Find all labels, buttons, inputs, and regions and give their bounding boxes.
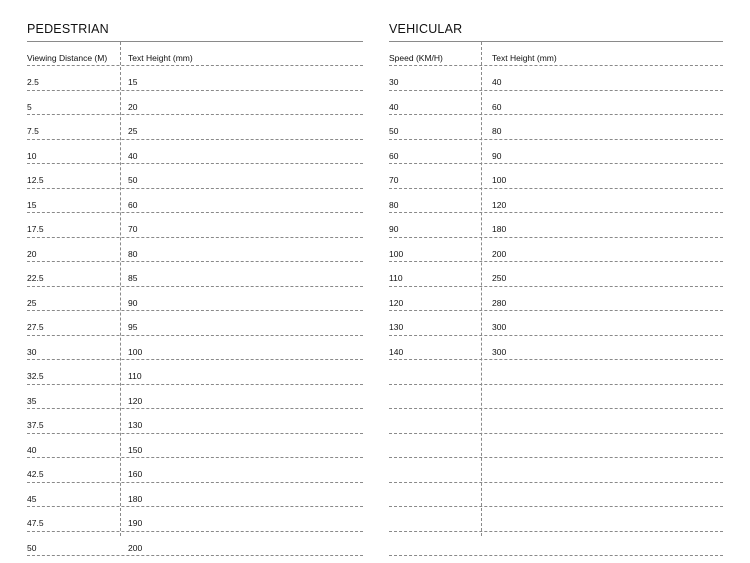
table-row [27,483,363,508]
row-text-height-cell: 60 [492,101,502,112]
row-text-height-cell: 300 [492,322,507,332]
row-value-cell: 40 [389,101,399,112]
row-text-height-cell: 90 [492,150,502,161]
table-row [27,213,363,238]
row-text-height-cell: 70 [128,224,138,234]
row-text-height-cell: 20 [128,101,138,112]
row-value-cell: 120 [389,297,404,308]
row-value-cell: 140 [389,346,404,357]
row-value-cell: 30 [389,77,399,87]
table-row [389,262,723,287]
row-text-height-cell: 110 [128,371,142,381]
table-row [389,385,723,410]
table-row [389,140,723,165]
table-row [389,164,723,189]
table-row [27,262,363,287]
header-text-height: Text Height (mm) [492,53,557,63]
table-row [27,189,363,214]
header-text-height: Text Height (mm) [128,53,193,63]
row-text-height-cell: 120 [492,199,507,210]
row-text-height-cell: 100 [128,346,143,357]
pedestrian-table [27,42,363,556]
pedestrian-title: PEDESTRIAN [27,22,109,36]
row-text-height-cell: 25 [128,126,138,136]
row-text-height-cell: 100 [492,175,507,185]
table-row [27,385,363,410]
row-value-cell: 42.5 [27,469,44,479]
row-text-height-cell: 60 [128,199,138,210]
table-row [389,483,723,508]
row-text-height-cell: 200 [492,248,507,259]
row-value-cell: 15 [27,199,37,210]
row-value-cell: 90 [389,224,399,234]
table-row [389,434,723,459]
header-viewing-distance: Viewing Distance (M) [27,53,108,63]
row-text-height-cell: 300 [492,346,507,357]
row-value-cell: 100 [389,248,404,259]
table-row [389,311,723,336]
row-text-height-cell: 200 [128,542,143,553]
table-row [27,532,363,557]
row-value-cell: 110 [389,273,403,283]
row-text-height-cell: 180 [492,224,507,234]
row-value-cell: 17.5 [27,224,44,234]
row-text-height-cell: 40 [128,150,138,161]
table-row [27,287,363,312]
table-row [389,238,723,263]
row-text-height-cell: 80 [128,248,138,259]
row-text-height-cell: 150 [128,444,143,455]
row-value-cell: 2.5 [27,77,39,87]
table-row [389,189,723,214]
table-row [389,458,723,483]
row-text-height-cell: 80 [492,126,502,136]
row-value-cell: 22.5 [27,273,44,283]
table-row [27,164,363,189]
table-row [389,66,723,91]
row-value-cell: 60 [389,150,399,161]
vehicular-title: VEHICULAR [389,22,463,36]
table-row [27,507,363,532]
table-header-row [389,42,723,66]
table-row [389,336,723,361]
row-text-height-cell: 40 [492,77,502,87]
row-text-height-cell: 95 [128,322,138,332]
table-row [27,91,363,116]
row-text-height-cell: 190 [128,518,143,528]
row-text-height-cell: 85 [128,273,138,283]
row-value-cell: 27.5 [27,322,44,332]
row-text-height-cell: 250 [492,273,507,283]
row-value-cell: 45 [27,493,37,504]
row-text-height-cell: 160 [128,469,143,479]
table-row [389,532,723,557]
row-value-cell: 50 [27,542,37,553]
row-text-height-cell: 50 [128,175,138,185]
row-value-cell: 20 [27,248,37,259]
vehicular-table [389,42,723,556]
table-row [27,458,363,483]
table-row [389,360,723,385]
table-row [389,507,723,532]
row-value-cell: 37.5 [27,420,44,430]
table-row [27,66,363,91]
row-value-cell: 10 [27,150,37,161]
table-row [27,311,363,336]
table-row [389,115,723,140]
row-value-cell: 32.5 [27,371,44,381]
row-text-height-cell: 280 [492,297,507,308]
row-text-height-cell: 120 [128,395,143,406]
row-text-height-cell: 90 [128,297,138,308]
row-value-cell: 7.5 [27,126,39,136]
table-row [27,140,363,165]
table-row [389,409,723,434]
row-text-height-cell: 130 [128,420,143,430]
table-row [27,115,363,140]
row-value-cell: 30 [27,346,37,357]
row-value-cell: 5 [27,101,32,112]
table-row [27,336,363,361]
row-value-cell: 50 [389,126,399,136]
row-value-cell: 35 [27,395,37,406]
table-header-row [27,42,363,66]
row-value-cell: 130 [389,322,404,332]
table-row [389,287,723,312]
row-value-cell: 40 [27,444,37,455]
table-row [389,91,723,116]
row-value-cell: 47.5 [27,518,44,528]
row-value-cell: 70 [389,175,399,185]
table-row [27,360,363,385]
row-value-cell: 80 [389,199,399,210]
table-row [27,434,363,459]
row-value-cell: 12.5 [27,175,44,185]
row-value-cell: 25 [27,297,37,308]
table-row [27,238,363,263]
table-row [27,409,363,434]
header-speed: Speed (KM/H) [389,53,443,63]
row-text-height-cell: 180 [128,493,143,504]
row-text-height-cell: 15 [128,77,138,87]
table-row [389,213,723,238]
